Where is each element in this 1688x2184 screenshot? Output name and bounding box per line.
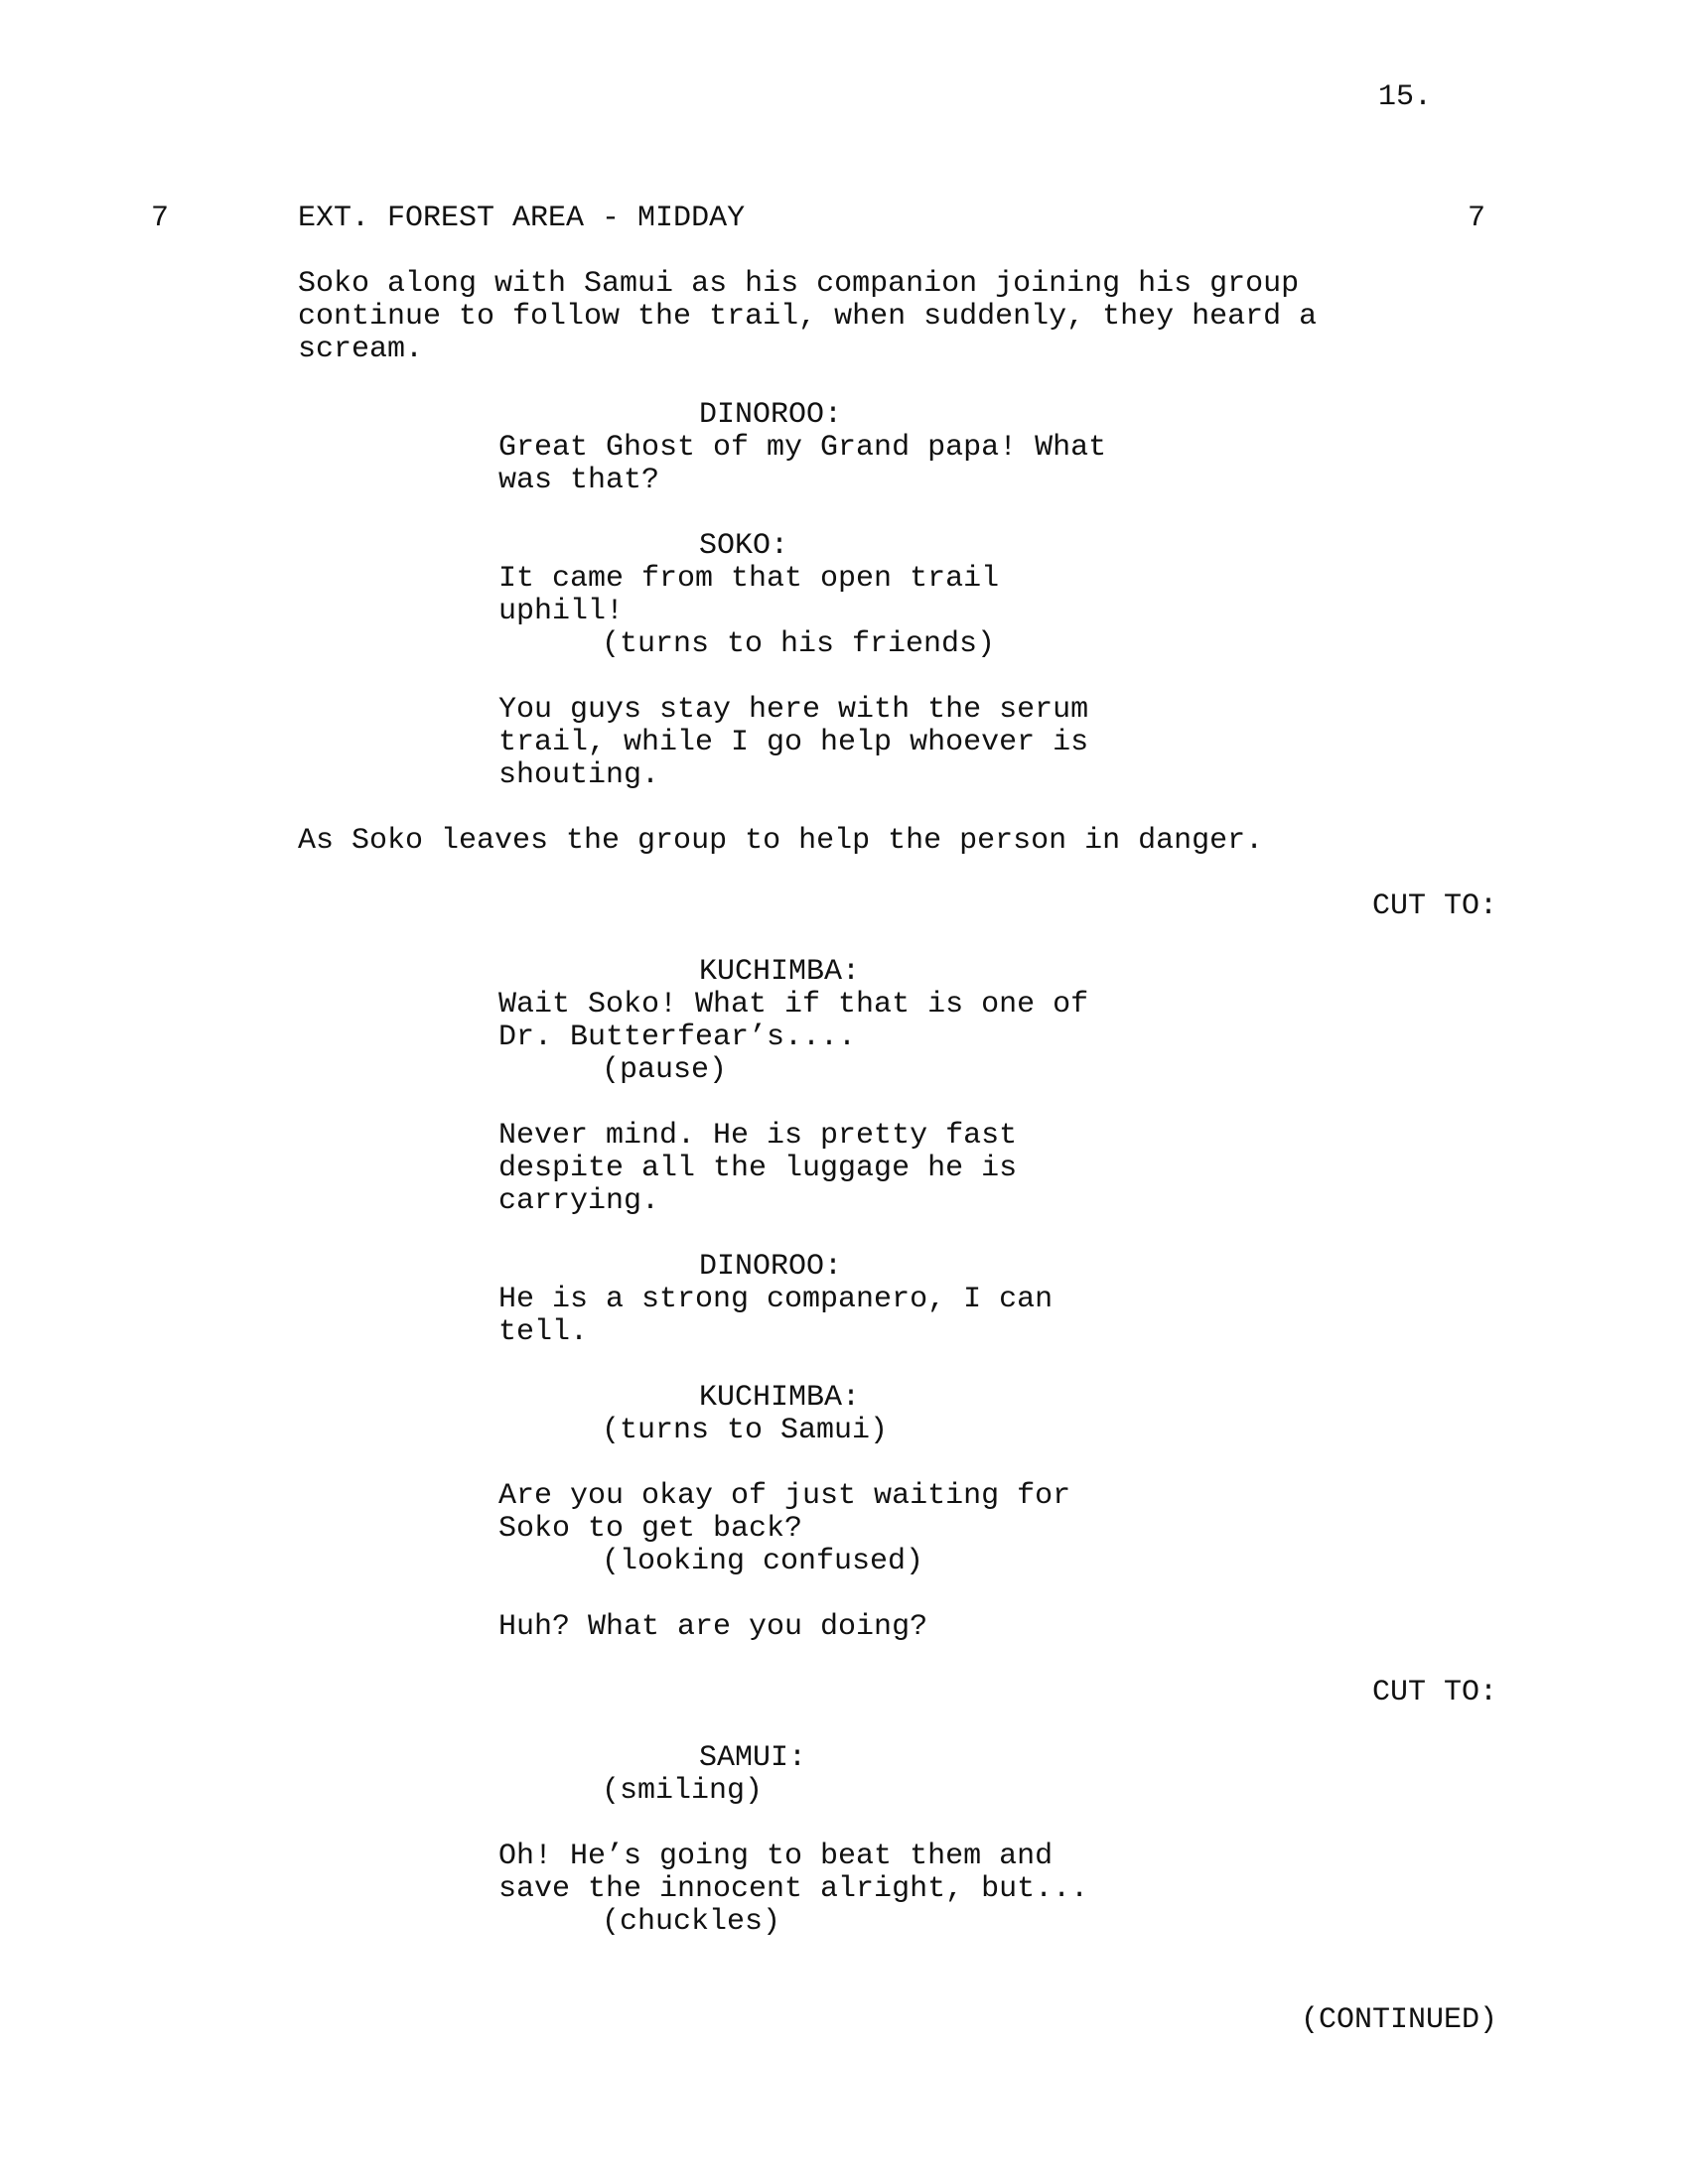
dialogue-line: uphill! [498, 595, 625, 628]
dialogue-line: Soko to get back? [498, 1512, 803, 1546]
character-name: SAMUI: [699, 1741, 807, 1775]
dialogue-line: Never mind. He is pretty fast [498, 1119, 1018, 1153]
parenthetical: (chuckles) [602, 1905, 781, 1939]
dialogue-line: tell. [498, 1315, 589, 1349]
parenthetical: (smiling) [602, 1774, 764, 1808]
dialogue-line: He is a strong companero, I can [498, 1283, 1054, 1316]
parenthetical: (pause) [602, 1053, 728, 1087]
transition: CUT TO: [1371, 1676, 1497, 1709]
dialogue-line: save the innocent alright, but... [498, 1872, 1089, 1906]
continued-marker: (CONTINUED) [1300, 2003, 1497, 2037]
character-name: DINOROO: [699, 1250, 843, 1284]
action-line: Soko along with Samui as his companion joining his group [298, 267, 1300, 301]
dialogue-line: was that? [498, 464, 660, 497]
character-name: DINOROO: [699, 398, 843, 432]
dialogue-line: Huh? What are you doing? [498, 1610, 928, 1644]
page-number: 15. [1378, 80, 1433, 114]
scene-number-right: 7 [1468, 202, 1486, 235]
parenthetical: (turns to his friends) [602, 627, 996, 661]
dialogue-line: Oh! He’s going to beat them and [498, 1840, 1054, 1873]
character-name: KUCHIMBA: [699, 955, 861, 989]
dialogue-line: trail, while I go help whoever is [498, 726, 1089, 759]
scene-heading: EXT. FOREST AREA - MIDDAY [298, 202, 746, 235]
dialogue-line: Wait Soko! What if that is one of [498, 988, 1089, 1022]
dialogue-line: carrying. [498, 1184, 660, 1218]
scene-number-left: 7 [151, 202, 170, 235]
character-name: SOKO: [699, 529, 789, 563]
dialogue-line: You guys stay here with the serum [498, 693, 1089, 727]
dialogue-line: shouting. [498, 758, 660, 792]
parenthetical: (turns to Samui) [602, 1414, 889, 1447]
dialogue-line: despite all the luggage he is [498, 1152, 1018, 1185]
action-line: continue to follow the trail, when suddenly, they heard a [298, 300, 1318, 334]
parenthetical: (looking confused) [602, 1545, 924, 1578]
transition: CUT TO: [1371, 889, 1497, 923]
dialogue-line: Dr. Butterfear’s.... [498, 1021, 857, 1054]
dialogue-line: It came from that open trail [498, 562, 1000, 596]
action-line: As Soko leaves the group to help the person in danger. [298, 824, 1264, 858]
action-line: scream. [298, 333, 424, 366]
dialogue-line: Great Ghost of my Grand papa! What [498, 431, 1107, 465]
dialogue-line: Are you okay of just waiting for [498, 1479, 1071, 1513]
character-name: KUCHIMBA: [699, 1381, 861, 1415]
